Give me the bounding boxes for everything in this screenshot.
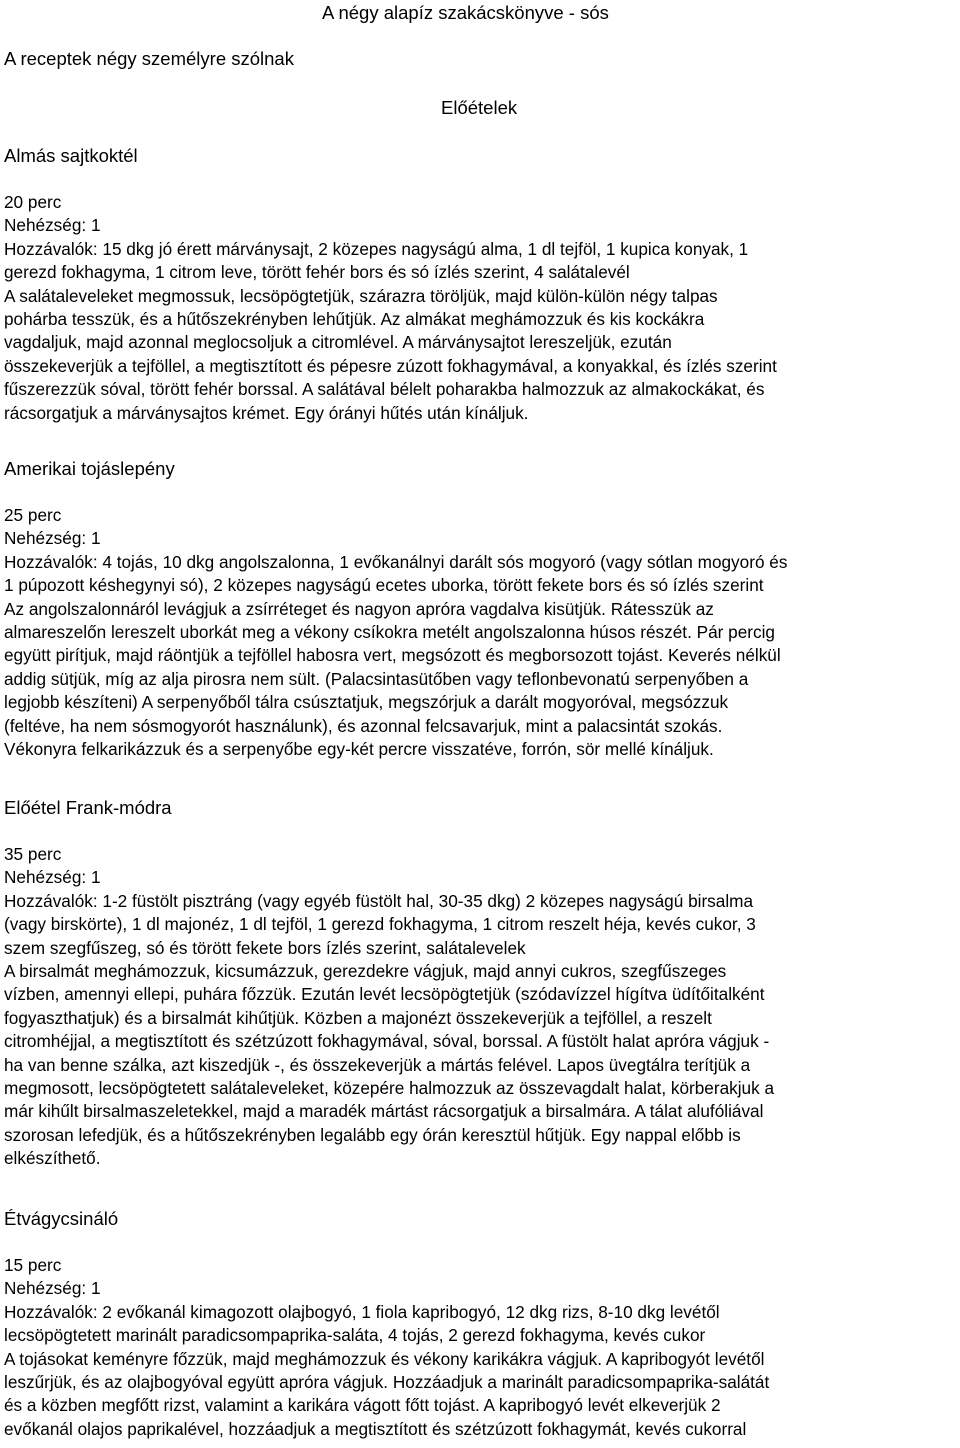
recipe-title: Előétel Frank-módra xyxy=(4,797,172,818)
recipe-text-line: Hozzávalók: 1-2 füstölt pisztráng (vagy egyéb füstölt hal, 30-35 dkg) 2 közepes nagyságú birsalma xyxy=(4,890,754,911)
recipe-text-line: almareszelőn lereszelt uborkát meg a vékony csíkokra metélt angolszalonna húsos részét. Pár percig xyxy=(4,622,775,643)
recipe-eloetel-frank-modra xyxy=(4,796,956,1171)
recipe-text-line: 1 púpozott késhegynyi só), 2 közepes nagyságú ecetes uborka, törött fekete bors és só ízlés szerint xyxy=(4,575,764,596)
recipe-text-line: és a közben megfőtt rizst, valamint a karikára vágott főtt tojást. A kapribogyó levét elkeverjük 2 xyxy=(4,1395,721,1416)
recipe-time: 35 perc xyxy=(4,844,62,864)
recipe-text-line: rácsorgatjuk a márványsajtos krémet. Egy órányi hűtés után kínáljuk. xyxy=(4,402,529,423)
recipe-difficulty: Nehézség: 1 xyxy=(4,867,101,888)
recipe-text-line: fogyaszthatjuk) és a birsalmát kihűtjük. Közben a majonézt összekeverjük a tejföllel, a reszelt xyxy=(4,1007,712,1028)
recipe-text-line: ha van benne szálka, azt kiszedjük -, és összekeverjük a mártás felével. Lapos üvegtálra terítjük a xyxy=(4,1054,751,1075)
recipe-text-line: elkészíthető. xyxy=(4,1148,101,1169)
recipe-text-line: A tojásokat keményre főzzük, majd meghámozzuk és vékony karikákra vágjuk. A kapribogyót levétől xyxy=(4,1348,765,1369)
recipe-text-line: Hozzávalók: 2 evőkanál kimagozott olajbogyó, 1 fiola kapribogyó, 12 dkg rizs, 8-10 dkg levétől xyxy=(4,1301,720,1322)
recipe-text-line: A salátaleveleket megmossuk, lecsöpögtetjük, szárazra töröljük, majd külön-külön négy talpas xyxy=(4,285,718,306)
recipe-text-line: Vékonyra felkarikázzuk és a serpenyőbe egy-két percre visszatéve, forrón, sör mellé kínáljuk. xyxy=(4,739,714,760)
recipe-time: 20 perc xyxy=(4,192,62,212)
recipe-text-line: citromhéjjal, a megtisztított és szétzúzott fokhagymával, sóval, borssal. A füstölt halat apróra vágjuk - xyxy=(4,1031,770,1052)
recipe-text-line: együtt pirítjuk, majd ráöntjük a tejföllel habosra vert, megsózott és megborsozott tojást. Keverés nélkül xyxy=(4,645,781,666)
recipe-text-line: szem szegfűszeg, só és törött fekete bors ízlés szerint, salátalevelek xyxy=(4,937,526,958)
recipe-title: Almás sajtkoktél xyxy=(4,145,138,166)
recipe-difficulty: Nehézség: 1 xyxy=(4,215,101,236)
recipe-text-line: gerezd fokhagyma, 1 citrom leve, törött fehér bors és só ízlés szerint, 4 salátalevél xyxy=(4,262,630,283)
recipe-difficulty: Nehézség: 1 xyxy=(4,1278,101,1299)
recipe-etvagycsinalo xyxy=(4,1207,956,1441)
recipe-time: 15 perc xyxy=(4,1255,62,1275)
recipe-almas-sajtkoktel xyxy=(4,144,956,425)
recipe-time: 25 perc xyxy=(4,505,62,525)
recipe-title: Étvágycsináló xyxy=(4,1208,119,1229)
recipe-text-line: pohárba tesszük, és a hűtőszekrényben lehűtjük. Az almákat meghámozzuk és kis kockákra xyxy=(4,309,705,330)
recipe-text-line: megmosott, lecsöpögtetett salátaleveleket, közepére halmozzuk az összevagdalt halat, körberakjuk a xyxy=(4,1078,775,1099)
recipe-text-line: szorosan lefedjük, és a hűtőszekrényben legalább egy órán keresztül hűtjük. Egy nappal előbb is xyxy=(4,1124,741,1145)
recipe-difficulty: Nehézség: 1 xyxy=(4,528,101,549)
recipe-text-line: vízben, amennyi ellepi, puhára főzzük. Ezután levét lecsöpögtetjük (szódavízzel hígítva üdítőitalként xyxy=(4,984,765,1005)
recipe-text-line: Hozzávalók: 15 dkg jó érett márványsajt, 2 közepes nagyságú alma, 1 dl tejföl, 1 kupica konyak, 1 xyxy=(4,238,749,259)
recipe-text-line: leszűrjük, és az olajbogyóval együtt apróra vágjuk. Hozzáadjuk a marinált paradicsompaprika-salátát xyxy=(4,1372,770,1393)
servings-note: A receptek négy személyre szólnak xyxy=(4,48,294,69)
recipe-text-line: fűszerezzük sóval, törött fehér borssal. A salátával bélelt poharakba halmozzuk az almakockákat, és xyxy=(4,379,765,400)
recipe-text-line: vagdaljuk, majd azonnal meglocsoljuk a citromlével. A márványsajtot lereszeljük, ezután xyxy=(4,332,672,353)
recipe-text-line: (feltéve, ha nem sósmogyorót használunk), és azonnal felcsavarjuk, mint a palacsintát szokás. xyxy=(4,715,723,736)
recipe-text-line: összekeverjük a tejföllel, a megtisztított és pépesre zúzott fokhagymával, a konyakkal, és ízlés szerint xyxy=(4,355,777,376)
section-title: Előételek xyxy=(441,97,518,118)
recipe-text-line: A birsalmát meghámozzuk, kicsumázzuk, gerezdekre vágjuk, majd annyi cukros, szegfűszeges xyxy=(4,961,727,982)
recipe-title: Amerikai tojáslepény xyxy=(4,458,175,479)
recipe-text-line: lecsöpögtetett marinált paradicsompaprika-saláta, 4 tojás, 2 gerezd fokhagyma, kevés cukor xyxy=(4,1325,706,1346)
recipe-text-line: legjobb készíteni) A serpenyőből tálra csúsztatjuk, megszórjuk a darált mogyoróval, megsózzuk xyxy=(4,692,729,713)
recipe-text-line: evőkanál olajos paprikalével, hozzáadjuk a megtisztított és szétzúzott fokhagymát, kevés cukorral xyxy=(4,1418,747,1439)
recipe-text-line: addig sütjük, míg az alja pirosra nem sült. (Palacsintasütőben vagy teflonbevonatú serpenyőben a xyxy=(4,668,749,689)
recipe-amerikai-tojaslepeny xyxy=(4,457,956,761)
recipe-text-line: Hozzávalók: 4 tojás, 10 dkg angolszalonna, 1 evőkanálnyi darált sós mogyoró (vagy sótlan mogyoró és xyxy=(4,551,788,572)
recipe-text-line: (vagy birskörte), 1 dl majonéz, 1 dl tejföl, 1 gerezd fokhagyma, 1 citrom reszelt héja, kevés cukor, 3 xyxy=(4,914,756,935)
recipe-text-line: Az angolszalonnáról levágjuk a zsírréteget és nagyon apróra vagdalva kisütjük. Rátesszük az xyxy=(4,598,714,619)
book-title: A négy alapíz szakácskönyve - sós xyxy=(322,2,609,23)
recipe-text-line: már kihűlt birsalmaszeletekkel, majd a maradék mártást rácsorgatjuk a birsalmára. A tálat alufóliával xyxy=(4,1101,764,1122)
